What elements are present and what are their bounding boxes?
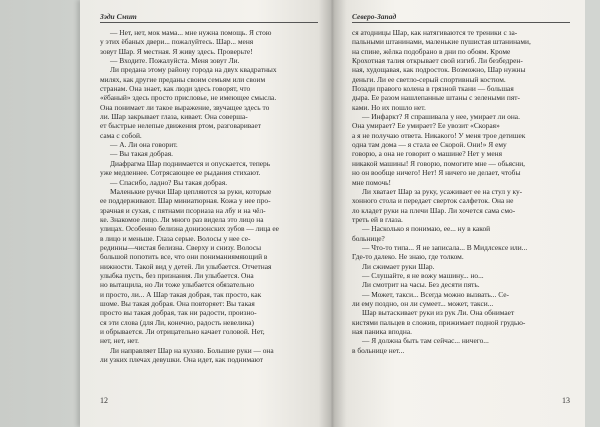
text-line: на спине, жёлка подобрано в дни по обоям. Кроме — [352, 46, 511, 56]
text-line: больнице? — [352, 233, 385, 243]
text-line: ная, худощавая, как подросток. Возможно, Шар нужны — [352, 65, 526, 75]
text-line: зрачная и сухая, с пятнами псориаза на лбу и на чёл- — [100, 205, 266, 215]
text-line: — А. Ли она говорит. — [110, 140, 178, 150]
text-line: Маленькие ручки Шар цепляются за руки, которые — [110, 186, 272, 196]
text-line: зовут Шар. Я местная. Я живу здесь. Проверьте! — [100, 46, 253, 56]
text-line: — Спасибо, ладно? Вы такая добрая. — [110, 177, 228, 187]
text-line: говорю, а она не говорит о машине? Нет у меня — [352, 149, 502, 159]
text-line: пальными штанинами, маленькие пушистая штанинами, — [352, 37, 531, 47]
text-line: — Я должна быть там сейчас... ничего... — [362, 336, 489, 346]
text-line: большой попотить все, что они пониманиямяющий в — [100, 252, 268, 262]
text-line: Где-то далеко. Не знаю, где толком. — [352, 252, 464, 262]
text-line: ло кладет руки на плечи Шар. Ли хочется сама смо- — [352, 205, 516, 215]
text-line: ся атодницы Шар, как натягиваются те треники с за- — [352, 28, 518, 37]
text-line: одна там дома — я стала ее Скорой. Они!» Я ему — [352, 140, 507, 150]
text-line: — Нет, нет, мок мама... мне нужна помощь. Я стою — [110, 28, 272, 37]
text-line: Ли предана этому району города на двух квадратных — [110, 65, 277, 75]
text-line: в больнице нет... — [352, 345, 405, 355]
text-line: улицах. Особенно белизна донизонских зубов — лица ее — [100, 224, 279, 234]
text-line: мне помочь! — [352, 177, 391, 187]
text-line: нижности. Такой вид у детей. Ли улыбается. Отчетная — [100, 261, 272, 271]
text-line: Диафрагма Шар поднимается и опускается, теперь — [110, 158, 271, 168]
text-line: «ёбаный» здесь просто присловье, не имеющее смысла. — [100, 93, 277, 103]
text-line: Позади правого колена в грязной ткани — большая — [352, 84, 514, 94]
text-line: просто вы такая добрая, так ни радости, произно- — [100, 308, 257, 318]
text-line: кистями пальцев в сложив, прижимает подной грудью- — [352, 317, 526, 327]
page-number-right: 13 — [562, 396, 570, 405]
text-line: ная паника вподна. — [352, 327, 413, 336]
text-line: Ли направляет Шар на кухню. Большие руки — она — [110, 345, 274, 355]
text-line: ке. Знакомое лицо. Ли много раз видела это лицо на — [100, 214, 264, 224]
text-line: ли ему поздно, он ли сумеет... может, такси... — [352, 298, 494, 308]
text-line: хонного стола и передает сверток салфеток. Она не — [352, 196, 514, 206]
text-line: шоме. Вы такая добрая. Она повторяет: Вы такая — [100, 298, 255, 308]
text-line: Ли сжимает руки Шар. — [362, 261, 435, 271]
text-line: Она понимает ли такое выражение, звучащее здесь то — [100, 102, 270, 112]
text-line: нет, нет, нет. — [100, 336, 139, 346]
text-line: в лицо и меньше. Глаза серые. Волосы у нее се- — [100, 233, 251, 243]
text-line: и просто, ли... А Шар такая добрая, так просто, как — [100, 289, 262, 299]
open-book — [80, 0, 585, 427]
text-line: рединны—чистая белизна. Сверху и снизу. Волосы — [100, 242, 262, 252]
text-line: а я не получаю ответа. Никакого! У меня трое детишек — [352, 130, 526, 140]
text-line: Она умирает? Ее умирает? Ее увозит «Скорая» — [352, 121, 500, 131]
text-line: улыбка пусть, без признания. Ли улыбается. Она — [100, 270, 254, 280]
header-rule — [100, 22, 318, 23]
text-line: деньги. Ли ее светло-серый спортивный костюм. — [352, 74, 506, 84]
text-line: Ли хватает Шар за руку, усаживает ее на стул у ку- — [362, 186, 523, 196]
right-page-text — [352, 28, 570, 355]
text-line: странам. Она знает, как люди здесь говорят, что — [100, 84, 251, 94]
text-line: и обрывается. Ли отрицательно качает головой. Нет, — [100, 327, 265, 336]
text-line: ками. Но их пошло нет. — [352, 102, 426, 112]
text-line: милях, как другие преданы своим семьям или своим — [100, 74, 266, 84]
text-line: дыра. Ее разом нашлепанные штаны с зелеными пят- — [352, 93, 520, 103]
text-line: но он вообще ничего! Нет! Я ничего не делает, чтобы — [352, 168, 521, 178]
page-number-left: 12 — [100, 396, 108, 405]
text-line: никакой машины! Я говорю, помогите мне — обьясни, — [352, 158, 526, 168]
left-page-text — [100, 28, 318, 364]
text-line: Ли смотрит на часы. Без десяти пять. — [362, 280, 480, 290]
text-line: ее поддерживают. Шар миниатюрная. Кожа у нее про- — [100, 196, 271, 206]
text-line: ли узких плечах девушки. Она идет, как поднимают — [100, 355, 264, 365]
text-line: — Может, такси... Всегда можно вызвать... Се- — [362, 289, 509, 299]
text-line: Крохотная талия открывает свой изгиб. Ли безбедрен- — [352, 56, 523, 66]
left-page — [80, 0, 332, 427]
running-header-title: Северо-Запад — [352, 12, 397, 21]
right-page — [332, 0, 585, 427]
text-line: ли. Шар закрывает глаза, кивает. Она соверша- — [100, 112, 248, 122]
text-line: но вытащила, но Ли тоже улыбается обязательно — [100, 280, 255, 290]
running-header-author: Зэди Смит — [100, 12, 137, 21]
text-line: сама с собой. — [100, 130, 142, 140]
text-line: — Слушайте, я не вожу машину... но... — [362, 270, 484, 280]
text-line: ся эти слова (для Ли, конечно, радость невелика) — [100, 317, 254, 327]
text-line: — Инфаркт? Я спрашивала у нее, умирает ли она. — [362, 112, 520, 122]
text-line: — Насколько я понимаю, ее... ну в какой — [362, 224, 491, 234]
text-line: треть ей в глаза. — [352, 214, 403, 224]
text-line: — Вы такая добрая. — [110, 149, 174, 159]
text-line: Шар вытаскивает руки из рук Ли. Она обнимает — [362, 308, 515, 318]
header-rule — [352, 22, 570, 23]
text-line: у этих ёбаных двери... пожалуйтесь. Шар... меня — [100, 37, 254, 47]
text-line: ет быстрые нелепые движения ртом, разговаривает — [100, 121, 261, 131]
text-line: — Входите. Пожалуйста. Меня зовут Ли. — [110, 56, 240, 66]
text-line: — Что-то типа... Я не записала... В Мидлсексе или... — [362, 242, 528, 252]
text-line: уже медленнее. Сотрясающее ее рыдания стихают. — [100, 168, 261, 178]
